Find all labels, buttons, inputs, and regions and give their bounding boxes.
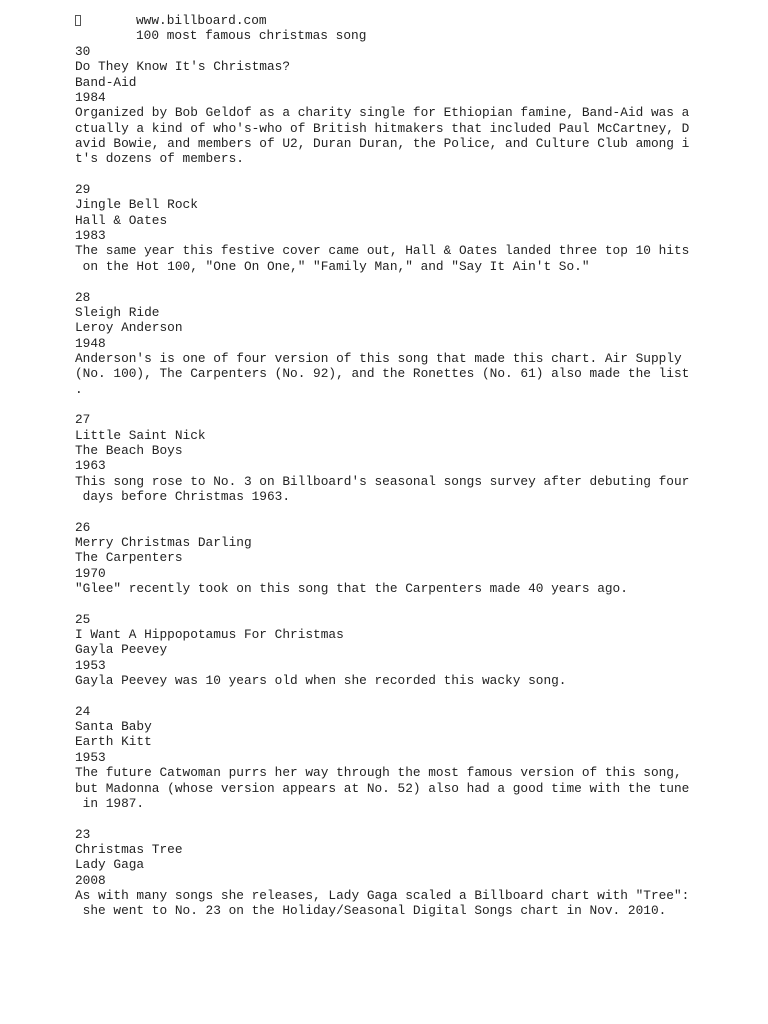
song-entry (75, 703, 690, 811)
song-description-line: (No. 100), The Carpenters (No. 92), and the Ronettes (No. 61) also made the list (75, 366, 690, 382)
song-year: 1953 (75, 657, 106, 673)
song-year: 1984 (75, 90, 106, 106)
song-artist: Hall & Oates (75, 212, 168, 228)
song-description-line: on the Hot 100, "One On One," "Family Man," and "Say It Ain't So." (75, 258, 590, 274)
song-artist: Lady Gaga (75, 857, 145, 873)
song-artist: The Carpenters (75, 550, 183, 566)
song-title: Little Saint Nick (75, 427, 206, 443)
song-description-line: but Madonna (whose version appears at No. 52) also had a good time with the tune (75, 780, 690, 796)
header-site-row (75, 13, 695, 28)
song-artist: The Beach Boys (75, 442, 183, 458)
song-entry (75, 412, 690, 504)
site-url: www.billboard.com (136, 13, 267, 28)
song-year: 1983 (75, 228, 106, 244)
song-artist: Band-Aid (75, 74, 137, 90)
song-year: 1953 (75, 749, 106, 765)
song-rank: 30 (75, 44, 91, 59)
song-description-line: The future Catwoman purrs her way through the most famous version of this song, (75, 765, 682, 781)
song-rank: 26 (75, 519, 91, 535)
song-description-line: t's dozens of members. (75, 151, 244, 167)
song-title: Sleigh Ride (75, 304, 160, 320)
song-artist: Gayla Peevey (75, 642, 168, 658)
song-year: 1948 (75, 335, 106, 351)
song-description-line: days before Christmas 1963. (75, 488, 291, 504)
song-title: I Want A Hippopotamus For Christmas (75, 627, 344, 643)
song-rank: 25 (75, 611, 91, 627)
song-rank: 28 (75, 289, 91, 305)
song-rank: 23 (75, 826, 91, 842)
song-year: 1970 (75, 565, 106, 581)
song-entry (75, 520, 685, 597)
document-header (75, 13, 695, 44)
song-artist: Leroy Anderson (75, 320, 183, 336)
song-title: Do They Know It's Christmas? (75, 59, 291, 75)
song-list (75, 44, 690, 934)
song-title: Santa Baby (75, 719, 152, 735)
song-rank: 24 (75, 703, 91, 719)
song-artist: Earth Kitt (75, 734, 152, 750)
song-year: 1963 (75, 458, 106, 474)
song-description-line: The same year this festive cover came out, Hall & Oates landed three top 10 hits (75, 243, 690, 259)
song-description-line: Organized by Bob Geldof as a charity single for Ethiopian famine, Band-Aid was a (75, 105, 690, 121)
song-description-line: Gayla Peevey was 10 years old when she recorded this wacky song. (75, 673, 567, 689)
song-entry (75, 826, 690, 919)
song-description-line: "Glee" recently took on this song that the Carpenters made 40 years ago. (75, 581, 628, 597)
missing-glyph-icon (75, 15, 81, 26)
song-description-line: ctually a kind of who's-who of British hitmakers that included Paul McCartney, D (75, 120, 690, 136)
song-rank: 27 (75, 412, 91, 428)
song-entry (75, 612, 685, 689)
song-description-line: she went to No. 23 on the Holiday/Seasonal Digital Songs chart in Nov. 2010. (75, 903, 667, 919)
song-entry (75, 44, 690, 167)
song-title: Christmas Tree (75, 841, 183, 857)
song-description-line: Anderson's is one of four version of this song that made this chart. Air Supply (75, 350, 682, 366)
song-description-line: avid Bowie, and members of U2, Duran Duran, the Police, and Culture Club among i (75, 136, 690, 152)
song-description-line: . (75, 381, 83, 397)
song-title: Jingle Bell Rock (75, 197, 198, 213)
song-description-line: As with many songs she releases, Lady Gaga scaled a Billboard chart with "Tree": (75, 887, 690, 903)
song-description-line: in 1987. (75, 795, 145, 811)
document-subtitle: 100 most famous christmas song (136, 28, 367, 44)
song-entry (75, 289, 690, 397)
song-rank: 29 (75, 182, 91, 198)
song-description-line: This song rose to No. 3 on Billboard's seasonal songs survey after debuting four (75, 473, 690, 489)
song-entry (75, 182, 690, 274)
song-title: Merry Christmas Darling (75, 535, 252, 550)
header-subtitle-row (75, 28, 695, 43)
song-year: 2008 (75, 872, 106, 888)
